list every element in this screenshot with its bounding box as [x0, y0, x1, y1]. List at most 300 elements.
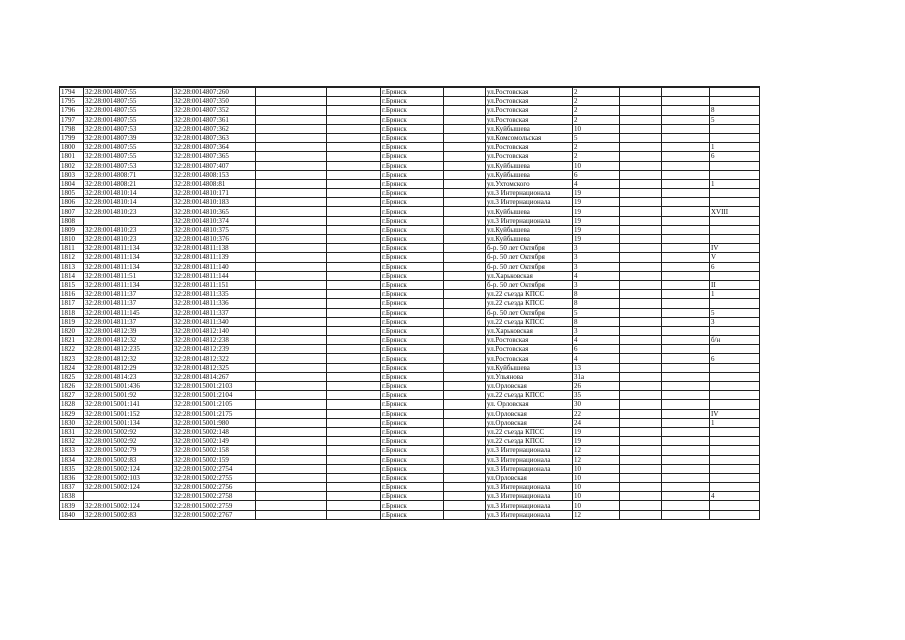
apartment-cell: II	[710, 280, 760, 289]
city-cell: г.Брянск	[381, 97, 444, 106]
street-cell: б-р. 50 лет Октября	[486, 308, 573, 317]
house-cell: 19	[573, 207, 620, 216]
empty-cell-c	[444, 124, 486, 133]
table-row	[60, 326, 760, 335]
table-row	[60, 216, 760, 225]
empty-cell-c	[444, 400, 486, 409]
street-cell: б-р. 50 лет Октября	[486, 262, 573, 271]
empty-cell-c	[444, 225, 486, 234]
empty-cell-a	[256, 271, 327, 280]
row-number-cell: 1800	[60, 143, 84, 152]
empty-cell-c	[444, 280, 486, 289]
empty-cell-c	[444, 492, 486, 501]
parent-cadastral-cell: 32:28:0014810:23	[84, 207, 173, 216]
cadastral-number-cell: 32:28:0014808:153	[173, 170, 256, 179]
empty-cell-e	[662, 308, 710, 317]
cadastral-number-cell: 32:28:0014811:337	[173, 308, 256, 317]
street-cell: ул.3 Интернационала	[486, 483, 573, 492]
row-number-cell: 1826	[60, 382, 84, 391]
apartment-cell	[710, 124, 760, 133]
city-cell: г.Брянск	[381, 124, 444, 133]
house-cell: 12	[573, 455, 620, 464]
empty-cell-e	[662, 189, 710, 198]
street-cell: ул.Харьковская	[486, 271, 573, 280]
cadastral-number-cell: 32:28:0014807:365	[173, 152, 256, 161]
city-cell: г.Брянск	[381, 473, 444, 482]
street-cell: ул.Куйбышева	[486, 225, 573, 234]
empty-cell-d	[620, 189, 662, 198]
empty-cell-e	[662, 179, 710, 188]
row-number-cell: 1820	[60, 326, 84, 335]
cadastral-number-cell: 32:28:0015002:148	[173, 427, 256, 436]
apartment-cell: 3	[710, 317, 760, 326]
cadastral-number-cell: 32:28:0015001:2175	[173, 409, 256, 418]
empty-cell-d	[620, 409, 662, 418]
row-number-cell: 1794	[60, 87, 84, 97]
city-cell: г.Брянск	[381, 225, 444, 234]
empty-cell-e	[662, 492, 710, 501]
empty-cell-c	[444, 418, 486, 427]
empty-cell-b	[327, 354, 381, 363]
street-cell: ул.Ростовская	[486, 106, 573, 115]
empty-cell-c	[444, 133, 486, 142]
empty-cell-d	[620, 363, 662, 372]
row-number-cell: 1795	[60, 97, 84, 106]
apartment-cell	[710, 161, 760, 170]
empty-cell-e	[662, 418, 710, 427]
empty-cell-a	[256, 207, 327, 216]
empty-cell-b	[327, 409, 381, 418]
table-row	[60, 179, 760, 188]
cadastral-number-cell: 32:28:0015002:2756	[173, 483, 256, 492]
empty-cell-e	[662, 372, 710, 381]
empty-cell-e	[662, 97, 710, 106]
city-cell: г.Брянск	[381, 271, 444, 280]
apartment-cell: 4	[710, 492, 760, 501]
empty-cell-d	[620, 382, 662, 391]
cadastral-number-cell: 32:28:0014811:335	[173, 290, 256, 299]
street-cell: б-р. 50 лет Октября	[486, 244, 573, 253]
table-row	[60, 253, 760, 262]
empty-cell-e	[662, 446, 710, 455]
street-cell: ул.Куйбышева	[486, 207, 573, 216]
street-cell: ул.22 съезда КПСС	[486, 290, 573, 299]
house-cell: 19	[573, 198, 620, 207]
empty-cell-d	[620, 317, 662, 326]
house-cell: 19	[573, 216, 620, 225]
table-row	[60, 345, 760, 354]
empty-cell-d	[620, 87, 662, 97]
apartment-cell: 6	[710, 354, 760, 363]
empty-cell-c	[444, 235, 486, 244]
parent-cadastral-cell: 32:28:0014807:55	[84, 106, 173, 115]
street-cell: ул.3 Интернационала	[486, 492, 573, 501]
empty-cell-e	[662, 510, 710, 519]
row-number-cell: 1808	[60, 216, 84, 225]
empty-cell-e	[662, 216, 710, 225]
empty-cell-e	[662, 382, 710, 391]
apartment-cell	[710, 446, 760, 455]
apartment-cell	[710, 198, 760, 207]
empty-cell-e	[662, 464, 710, 473]
empty-cell-e	[662, 280, 710, 289]
apartment-cell: 1	[710, 418, 760, 427]
empty-cell-b	[327, 473, 381, 482]
empty-cell-b	[327, 464, 381, 473]
empty-cell-b	[327, 382, 381, 391]
street-cell: ул.3 Интернационала	[486, 455, 573, 464]
row-number-cell: 1823	[60, 354, 84, 363]
apartment-cell	[710, 299, 760, 308]
apartment-cell: IV	[710, 244, 760, 253]
parent-cadastral-cell: 32:28:0014811:134	[84, 262, 173, 271]
table-row	[60, 161, 760, 170]
apartment-cell	[710, 473, 760, 482]
table-body	[60, 87, 760, 519]
apartment-cell	[710, 87, 760, 97]
empty-cell-e	[662, 326, 710, 335]
empty-cell-b	[327, 152, 381, 161]
parent-cadastral-cell: 32:28:0014811:134	[84, 253, 173, 262]
street-cell: ул.3 Интернационала	[486, 464, 573, 473]
cadastral-number-cell: 32:28:0015001:2103	[173, 382, 256, 391]
apartment-cell	[710, 97, 760, 106]
parent-cadastral-cell: 32:28:0015002:124	[84, 464, 173, 473]
table-row	[60, 446, 760, 455]
city-cell: г.Брянск	[381, 501, 444, 510]
parent-cadastral-cell: 32:28:0014810:23	[84, 235, 173, 244]
apartment-cell	[710, 326, 760, 335]
empty-cell-c	[444, 87, 486, 97]
row-number-cell: 1821	[60, 336, 84, 345]
cadastral-number-cell: 32:28:0014808:81	[173, 179, 256, 188]
empty-cell-c	[444, 510, 486, 519]
parent-cadastral-cell: 32:28:0015001:134	[84, 418, 173, 427]
street-cell: ул.Куйбышева	[486, 170, 573, 179]
street-cell: ул.Комсомольская	[486, 133, 573, 142]
table-row	[60, 133, 760, 142]
row-number-cell: 1819	[60, 317, 84, 326]
row-number-cell: 1838	[60, 492, 84, 501]
empty-cell-b	[327, 336, 381, 345]
apartment-cell	[710, 483, 760, 492]
empty-cell-b	[327, 253, 381, 262]
street-cell: ул.Куйбышева	[486, 124, 573, 133]
cadastral-number-cell: 32:28:0014807:350	[173, 97, 256, 106]
empty-cell-b	[327, 290, 381, 299]
empty-cell-b	[327, 280, 381, 289]
row-number-cell: 1807	[60, 207, 84, 216]
empty-cell-d	[620, 280, 662, 289]
empty-cell-a	[256, 363, 327, 372]
empty-cell-b	[327, 372, 381, 381]
empty-cell-e	[662, 483, 710, 492]
empty-cell-e	[662, 455, 710, 464]
empty-cell-a	[256, 455, 327, 464]
empty-cell-d	[620, 326, 662, 335]
empty-cell-c	[444, 483, 486, 492]
cadastral-number-cell: 32:28:0014812:325	[173, 363, 256, 372]
empty-cell-b	[327, 225, 381, 234]
table-row	[60, 124, 760, 133]
cadastral-number-cell: 32:28:0014807:363	[173, 133, 256, 142]
empty-cell-a	[256, 106, 327, 115]
row-number-cell: 1801	[60, 152, 84, 161]
empty-cell-a	[256, 170, 327, 179]
table-row	[60, 308, 760, 317]
house-cell: 22	[573, 409, 620, 418]
parent-cadastral-cell: 32:28:0014812:39	[84, 326, 173, 335]
empty-cell-e	[662, 317, 710, 326]
empty-cell-d	[620, 143, 662, 152]
empty-cell-e	[662, 87, 710, 97]
empty-cell-e	[662, 354, 710, 363]
parent-cadastral-cell: 32:28:0015002:92	[84, 437, 173, 446]
empty-cell-a	[256, 308, 327, 317]
empty-cell-c	[444, 345, 486, 354]
cadastral-number-cell: 32:28:0014811:151	[173, 280, 256, 289]
empty-cell-e	[662, 262, 710, 271]
empty-cell-e	[662, 427, 710, 436]
parent-cadastral-cell: 32:28:0014814:23	[84, 372, 173, 381]
city-cell: г.Брянск	[381, 133, 444, 142]
parent-cadastral-cell: 32:28:0015002:79	[84, 446, 173, 455]
empty-cell-b	[327, 326, 381, 335]
parent-cadastral-cell: 32:28:0014812:235	[84, 345, 173, 354]
parent-cadastral-cell: 32:28:0014810:14	[84, 189, 173, 198]
parent-cadastral-cell: 32:28:0015002:83	[84, 510, 173, 519]
empty-cell-b	[327, 308, 381, 317]
empty-cell-d	[620, 170, 662, 179]
cadastral-number-cell: 32:28:0014811:336	[173, 299, 256, 308]
city-cell: г.Брянск	[381, 106, 444, 115]
empty-cell-d	[620, 418, 662, 427]
empty-cell-d	[620, 336, 662, 345]
row-number-cell: 1827	[60, 391, 84, 400]
parent-cadastral-cell: 32:28:0014807:55	[84, 152, 173, 161]
empty-cell-a	[256, 290, 327, 299]
street-cell: б-р. 50 лет Октября	[486, 253, 573, 262]
city-cell: г.Брянск	[381, 152, 444, 161]
table-row	[60, 483, 760, 492]
empty-cell-e	[662, 299, 710, 308]
parent-cadastral-cell: 32:28:0015001:92	[84, 391, 173, 400]
house-cell: 19	[573, 437, 620, 446]
city-cell: г.Брянск	[381, 299, 444, 308]
empty-cell-c	[444, 455, 486, 464]
empty-cell-b	[327, 345, 381, 354]
parent-cadastral-cell: 32:28:0014808:21	[84, 179, 173, 188]
empty-cell-c	[444, 262, 486, 271]
empty-cell-b	[327, 418, 381, 427]
cadastral-number-cell: 32:28:0014811:144	[173, 271, 256, 280]
empty-cell-e	[662, 106, 710, 115]
parent-cadastral-cell: 32:28:0014812:32	[84, 354, 173, 363]
table-row	[60, 492, 760, 501]
row-number-cell: 1834	[60, 455, 84, 464]
row-number-cell: 1803	[60, 170, 84, 179]
house-cell: 13	[573, 363, 620, 372]
table-row	[60, 382, 760, 391]
cadastral-number-cell: 32:28:0014812:239	[173, 345, 256, 354]
empty-cell-c	[444, 290, 486, 299]
empty-cell-b	[327, 170, 381, 179]
empty-cell-c	[444, 179, 486, 188]
empty-cell-c	[444, 336, 486, 345]
apartment-cell	[710, 133, 760, 142]
empty-cell-a	[256, 483, 327, 492]
empty-cell-a	[256, 216, 327, 225]
empty-cell-a	[256, 427, 327, 436]
house-cell: 8	[573, 290, 620, 299]
street-cell: ул.Ростовская	[486, 354, 573, 363]
street-cell: ул.Ульянова	[486, 372, 573, 381]
apartment-cell: 6	[710, 152, 760, 161]
table-row	[60, 235, 760, 244]
house-cell: 19	[573, 225, 620, 234]
empty-cell-a	[256, 97, 327, 106]
apartment-cell: 8	[710, 106, 760, 115]
empty-cell-c	[444, 409, 486, 418]
city-cell: г.Брянск	[381, 115, 444, 124]
table-row	[60, 317, 760, 326]
street-cell: ул.Куйбышева	[486, 161, 573, 170]
empty-cell-c	[444, 464, 486, 473]
empty-cell-e	[662, 170, 710, 179]
empty-cell-b	[327, 455, 381, 464]
empty-cell-b	[327, 391, 381, 400]
house-cell: 10	[573, 464, 620, 473]
table-row	[60, 244, 760, 253]
cadastral-number-cell: 32:28:0015002:2758	[173, 492, 256, 501]
city-cell: г.Брянск	[381, 143, 444, 152]
house-cell: 35	[573, 391, 620, 400]
empty-cell-c	[444, 216, 486, 225]
empty-cell-b	[327, 317, 381, 326]
apartment-cell: б/н	[710, 336, 760, 345]
city-cell: г.Брянск	[381, 345, 444, 354]
cadastral-number-cell: 32:28:0014810:375	[173, 225, 256, 234]
city-cell: г.Брянск	[381, 290, 444, 299]
house-cell: 4	[573, 354, 620, 363]
city-cell: г.Брянск	[381, 455, 444, 464]
empty-cell-d	[620, 161, 662, 170]
table-row	[60, 143, 760, 152]
empty-cell-d	[620, 207, 662, 216]
row-number-cell: 1805	[60, 189, 84, 198]
empty-cell-c	[444, 317, 486, 326]
row-number-cell: 1813	[60, 262, 84, 271]
cadastral-number-cell: 32:28:0014811:340	[173, 317, 256, 326]
parent-cadastral-cell: 32:28:0014807:39	[84, 133, 173, 142]
empty-cell-d	[620, 446, 662, 455]
cadastral-number-cell: 32:28:0014812:238	[173, 336, 256, 345]
cadastral-number-cell: 32:28:0015001:2104	[173, 391, 256, 400]
row-number-cell: 1822	[60, 345, 84, 354]
empty-cell-c	[444, 97, 486, 106]
house-cell: 3	[573, 326, 620, 335]
house-cell: 10	[573, 483, 620, 492]
parent-cadastral-cell: 32:28:0014811:37	[84, 290, 173, 299]
empty-cell-b	[327, 97, 381, 106]
empty-cell-c	[444, 244, 486, 253]
city-cell: г.Брянск	[381, 427, 444, 436]
street-cell: ул.3 Интернационала	[486, 216, 573, 225]
table-row	[60, 262, 760, 271]
street-cell: ул.Ростовская	[486, 345, 573, 354]
city-cell: г.Брянск	[381, 372, 444, 381]
row-number-cell: 1828	[60, 400, 84, 409]
street-cell: ул.Ростовская	[486, 336, 573, 345]
cadastral-number-cell: 32:28:0015002:2759	[173, 501, 256, 510]
parent-cadastral-cell: 32:28:0014811:51	[84, 271, 173, 280]
empty-cell-d	[620, 354, 662, 363]
row-number-cell: 1818	[60, 308, 84, 317]
city-cell: г.Брянск	[381, 363, 444, 372]
street-cell: ул.Ростовская	[486, 87, 573, 97]
table-row	[60, 198, 760, 207]
city-cell: г.Брянск	[381, 189, 444, 198]
empty-cell-a	[256, 446, 327, 455]
table-row	[60, 290, 760, 299]
empty-cell-c	[444, 363, 486, 372]
empty-cell-b	[327, 483, 381, 492]
empty-cell-a	[256, 152, 327, 161]
empty-cell-d	[620, 216, 662, 225]
house-cell: 19	[573, 427, 620, 436]
empty-cell-e	[662, 253, 710, 262]
empty-cell-e	[662, 244, 710, 253]
table-row	[60, 427, 760, 436]
apartment-cell	[710, 271, 760, 280]
empty-cell-a	[256, 336, 327, 345]
street-cell: ул.22 съезда КПСС	[486, 299, 573, 308]
house-cell: 6	[573, 345, 620, 354]
parent-cadastral-cell: 32:28:0014811:134	[84, 244, 173, 253]
city-cell: г.Брянск	[381, 464, 444, 473]
empty-cell-c	[444, 501, 486, 510]
empty-cell-d	[620, 391, 662, 400]
empty-cell-e	[662, 225, 710, 234]
empty-cell-b	[327, 235, 381, 244]
table-row	[60, 363, 760, 372]
parent-cadastral-cell: 32:28:0015001:436	[84, 382, 173, 391]
parent-cadastral-cell: 32:28:0014812:32	[84, 336, 173, 345]
cadastral-number-cell: 32:28:0015001:980	[173, 418, 256, 427]
apartment-cell	[710, 501, 760, 510]
table-row	[60, 372, 760, 381]
city-cell: г.Брянск	[381, 207, 444, 216]
empty-cell-b	[327, 492, 381, 501]
empty-cell-b	[327, 262, 381, 271]
street-cell: ул.22 съезда КПСС	[486, 427, 573, 436]
row-number-cell: 1830	[60, 418, 84, 427]
empty-cell-d	[620, 124, 662, 133]
house-cell: 5	[573, 308, 620, 317]
parent-cadastral-cell: 32:28:0014807:55	[84, 115, 173, 124]
empty-cell-c	[444, 372, 486, 381]
apartment-cell: 1	[710, 143, 760, 152]
row-number-cell: 1797	[60, 115, 84, 124]
cadastral-number-cell: 32:28:0014812:322	[173, 354, 256, 363]
cadastral-number-cell: 32:28:0014810:171	[173, 189, 256, 198]
empty-cell-a	[256, 473, 327, 482]
empty-cell-c	[444, 382, 486, 391]
empty-cell-c	[444, 391, 486, 400]
empty-cell-d	[620, 235, 662, 244]
parent-cadastral-cell: 32:28:0015002:83	[84, 455, 173, 464]
street-cell: ул.Орловская	[486, 418, 573, 427]
